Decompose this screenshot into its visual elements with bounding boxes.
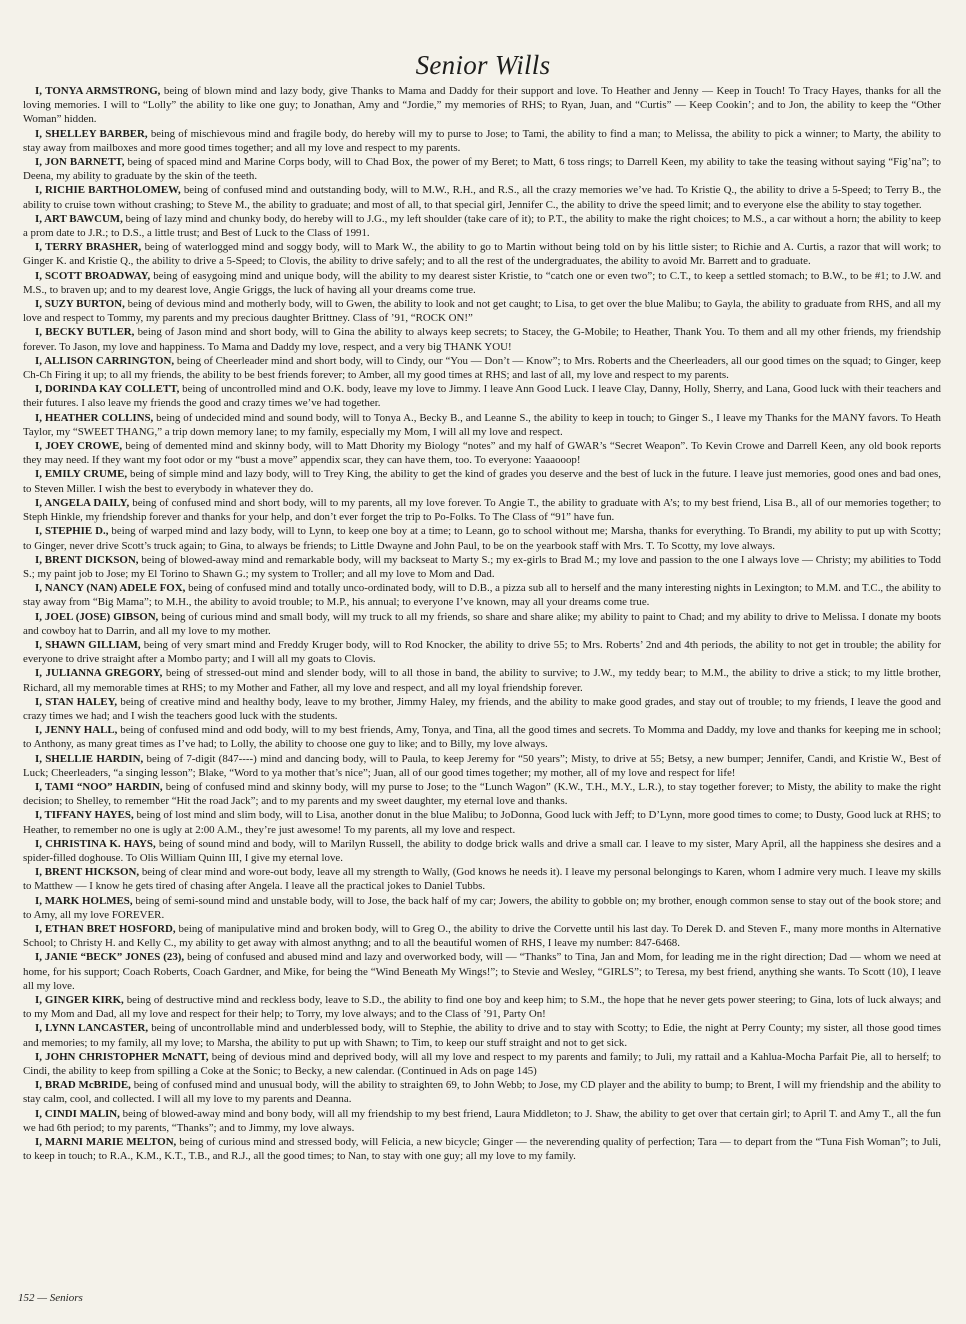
will-author-name: I, BECKY BUTLER, xyxy=(35,326,135,339)
will-author-name: I, BRAD McBRIDE, xyxy=(35,1079,131,1092)
will-author-name: I, JULIANNA GREGORY, xyxy=(35,667,163,680)
will-author-name: I, STAN HALEY, xyxy=(35,695,118,708)
will-author-name: I, EMILY CRUME, xyxy=(35,468,128,481)
will-author-name: I, CINDI MALIN, xyxy=(35,1107,120,1120)
will-text: being of Cheerleader mind and short body, will to Cindy, our “You — Don’t — Know”; to Mrs. Roberts and the Cheerleaders, all our good times on the squad; to Ginger, keep Ch-Ch Firing it up; to all my friends, the ability to be best friends forever; to Amber, all my good times at RHS; and last of all, my love and respect to my parents. xyxy=(23,354,941,382)
will-text: being of curious mind and small body, will my truck to all my friends, so share and share alike; my ability to paint to Chad; and my ability to drive to Melissa. I donate my boots and cowboy hat to Darrin, and all my love to my mother. xyxy=(23,610,941,637)
will-entry xyxy=(23,922,941,950)
will-entry xyxy=(23,695,941,723)
will-text: being of confused mind and short body, will to my parents, all my love forever. To Angie T., the ability to graduate with A’s; to my best friend, Lisa B., all of our memories together; to Steph Hinkle, my friendship forever and thanks for your help, and don’t ever forget the trip to Po-Folks. To The Class of “91” have fun. xyxy=(23,496,941,524)
will-entry xyxy=(23,411,941,439)
will-entry xyxy=(23,127,941,155)
will-entry xyxy=(23,354,941,382)
will-entry xyxy=(23,1107,941,1135)
will-text: being of spaced mind and Marine Corps body, will to Chad Box, the power of my Beret; to Matt, 6 toss rings; to Darrell Keen, my ability to take the teasing without saying “Fig’na”; to Deena, my ability to graduate by the skin of the teeth. xyxy=(23,156,941,183)
will-author-name: I, TERRY BRASHER, xyxy=(35,241,142,254)
will-author-name: I, BRENT DICKSON, xyxy=(35,553,139,566)
will-entry xyxy=(23,1078,941,1106)
will-entry xyxy=(23,780,941,808)
will-text: being of blowed-away mind and bony body, will all my friendship to my best friend, Laura Middleton; to J. Shaw, the ability to get over that certain girl; to April T. and Amy T., all the fun we had 6th period; to my parents, “Thanks”; and to Jimmy, my love always. xyxy=(23,1107,942,1134)
will-entry xyxy=(23,581,941,609)
will-text: being of blown mind and lazy body, give Thanks to Mama and Daddy for their support and love. To Heather and Jenny — Keep in Touch! To Tracy Hayes, thanks for all the loving memories. I will to “Lolly” the ability to like one guy; to Jonathan, Amy and “Jordie,” my memories of RHS; to Ryan, Juan, and “Curtis” — Keep Cookin’; and to Jon, the ability to keep the “Other Woman” hidden. xyxy=(23,85,942,126)
will-author-name: I, JOEY CROWE, xyxy=(35,440,123,453)
will-text: being of confused mind and unusual body, will the ability to straighten 69, to John Webb; to Jose, my CD player and the ability to bump; to Brent, I will my friendship and the ability to stay calm, cool, and collected. I will all my love to my parents and Deanna. xyxy=(23,1079,941,1106)
will-entry xyxy=(23,1050,941,1078)
will-text: being of confused and abused mind and lazy and overworked body, will — “Thanks” to Tina, Jan and Mom, for leading me in the right direction; Dad — whom we need at home, for his support; Coach Roberts, Coach Gardner, and Mike, for being the “Wind Beneath My Wings!”; to Stevie and Wesley, “GIRLS”; to Teresa, my best friend, anything she wants. To Scott (10), I leave all my love. xyxy=(23,951,941,992)
will-text: being of uncontrollable mind and underblessed body, will to Stephie, the ability to drive and to stay with Scotty; to Edie, the night at Perry County; my sister, all those good times and memories; to my family, all my love; to Marsha, the ability to put up with Shawn; to Tim, to keep our stuff straight and not to get sick. xyxy=(23,1022,941,1049)
senior-wills-list xyxy=(23,84,941,1163)
will-text: being of lost mind and slim body, will to Lisa, another donut in the blue Malibu; to JoDonna, Good luck with Jeff; to D’Lynn, more good times to come; to Dusty, Good luck at RHS; to Heather, to remember no one is ugly at 2:00 A.M., they’re just awesome! To my parents, all my love and respect. xyxy=(23,809,941,836)
will-author-name: I, SHAWN GILLIAM, xyxy=(35,638,141,651)
will-text: being of confused mind and totally unco-ordinated body, will to D.B., a pizza sub all to herself and the many interesting nights in Lexington; to M.M. and T.C., the ability to stay away from “Big Mama”; to M.H., the ability to avoid trouble; to M.P., his annual; to everyone I’ve known, may all your dreams come true. xyxy=(23,582,941,609)
will-author-name: I, ALLISON CARRINGTON, xyxy=(35,354,175,367)
will-entry xyxy=(23,638,941,666)
will-text: being of 7-digit (847----) mind and dancing body, will to Paula, to keep Jeremy for “50 years”; Misty, to drive at 55; Betsy, a new bumper; Jennifer, Candi, and Kristie W., Best of Luck; Cheerleaders, “a singing lesson”; Blake, “Word to ya mother that’s nice”; Juan, all of our good times together; my mother, all of my love and respect for life! xyxy=(23,752,942,779)
will-author-name: I, JANIE “BECK” JONES (23), xyxy=(35,951,185,964)
will-author-name: I, GINGER KIRK, xyxy=(35,994,124,1006)
will-text: being of mischievous mind and fragile body, do hereby will my to purse to Jose; to Tami, the ability to find a man; to Melissa, the ability to pick a winner; to Marty, the ability to stay away from mailboxes and more good times together; and all my love and respect to my parents. xyxy=(23,127,941,154)
will-entry xyxy=(23,993,941,1021)
will-text: being of semi-sound mind and unstable body, will to Jose, the back half of my car; Jowers, the ability to gobble on; my brother, enough common sense to stay out of the book store; and to Amy, all my love FOREVER. xyxy=(23,894,941,921)
will-text: being of devious mind and deprived body, will all my love and respect to my parents and family; to Juli, my rattail and a Kahlua-Mocha Parfait Pie, all to herself; to Cindi, the ability to keep from spilling a Coke at the Sonic; to Becky, a new calendar. (Continued in Ads on page 145) xyxy=(23,1050,941,1078)
will-text: being of waterlogged mind and soggy body, will to Mark W., the ability to go to Martin without being told on by his little sister; to Richie and A. Curtis, a razor that will work; to Ginger K. and Kristie Q., the ability to drive a 5-Speed; to Clovis, the ability to drive safely; and to all the rest of the undergraduates, the ability to avoid Mr. Barrett and to graduate. xyxy=(23,241,941,268)
will-entry xyxy=(23,467,941,495)
will-entry xyxy=(23,837,941,865)
will-author-name: I, STEPHIE D., xyxy=(35,525,109,538)
will-entry xyxy=(23,297,941,325)
will-author-name: I, JOHN CHRISTOPHER McNATT, xyxy=(35,1050,209,1063)
will-text: being of stressed-out mind and slender body, will to all those in band, the ability to survive; to J.W., my teddy bear; to M.M., the ability to drive a stick; to my little brother, Richard, all my memorable times at RHS; to my Mother and Father, all my love and respect, and all my loyal friendship forever. xyxy=(23,667,942,694)
page-title: Senior Wills xyxy=(415,50,551,81)
will-entry xyxy=(23,183,941,211)
will-author-name: I, JON BARNETT, xyxy=(35,156,125,169)
will-text: being of confused mind and outstanding body, will to M.W., R.H., and R.S., all the crazy memories we’ve had. To Kristie Q., the ability to drive a 5-Speed; to Terry B., the ability to cruise town without crashing; to Steve M., the ability to graduate; and most of all, to that special girl, Jennifer C., the ability to drive the speed limit; and to everyone else the ability to stay together. xyxy=(23,184,941,211)
will-entry xyxy=(23,382,941,410)
will-text: being of destructive mind and reckless body, leave to S.D., the ability to find one boy and keep him; to S.M., the hope that he never gets power steering; to Gina, lots of luck always; and to my Mom and Dad, all my love and respect for their help; to Torry, my love always; and to the Class of ’91, Party On! xyxy=(23,994,941,1021)
will-entry xyxy=(23,212,941,240)
page-footer: 152 — Seniors xyxy=(18,1292,83,1304)
will-text: being of warped mind and lazy body, will to Lynn, to keep one boy at a time; to Leann, go to school without me; Marsha, thanks for everything. To Brandi, my ability to put up with Scotty; to Ginger, never drive Scott’s truck again; to Gina, to always be friends; to Little Dwayne and John Paul, to be on the yearbook staff with Mrs. T. To Scotty, my love always. xyxy=(23,525,941,552)
will-text: being of curious mind and stressed body, will Felicia, a new bicycle; Ginger — the neverending quality of perfection; Tara — to depart from the “Tuna Fish Woman”; to Juli, to keep in touch; to R.A., K.M., K.T., T.B., and R.J., all the good times; to Nan, to stay with one guy; all my love to my family. xyxy=(23,1136,942,1163)
will-author-name: I, RICHIE BARTHOLOMEW, xyxy=(35,184,181,197)
will-text: being of demented mind and skinny body, will to Matt Dhority my Biology “notes” and my half of GWAR’s “Secret Weapon”. To Kevin Crowe and Darrell Keen, any old book reports they may need. If they want my foot odor or my “bust a move” appendix scar, they can have them, too. To everyone: Yaaaooop! xyxy=(23,440,941,467)
will-text: being of confused mind and skinny body, will my purse to Jose; to the “Lunch Wagon” (K.W., T.H., M.Y., L.R.), to stay together forever; to Misty, the ability to make the right decision; to Shelley, to remember “Hit the road Jack”; and to my parents and my sweet daughter, my eternal love and thanks. xyxy=(23,780,941,808)
will-author-name: I, SCOTT BROADWAY, xyxy=(35,269,151,282)
will-author-name: I, MARK HOLMES, xyxy=(35,894,133,907)
will-text: being of sound mind and body, will to Marilyn Russell, the ability to dodge brick walls and drive a small car. I leave to my sister, Mary April, all the happiness she desires and a spider-filled doghouse. To Olis William Quinn III, I give my eternal love. xyxy=(23,837,941,864)
will-entry xyxy=(23,155,941,183)
will-entry xyxy=(23,894,941,922)
will-text: being of uncontrolled mind and O.K. body, leave my love to Jimmy. I leave Ann Good Luck. I leave Clay, Danny, Holly, Sherry, and Lana, Good luck with their teachers and their futures. I also leave my friends the good and crazy times we’ve had together. xyxy=(23,383,941,410)
will-author-name: I, SUZY BURTON, xyxy=(35,298,125,311)
will-author-name: I, DORINDA KAY COLLETT, xyxy=(35,383,180,396)
will-text: being of clear mind and wore-out body, leave all my strength to Wally, (God knows he needs it). I leave my personal belongings to Karen, whom I admire very much. I leave my skills to Matthew — I know he gets tired of chasing after Angela. I leave all the practical jokes to Daniel Tubbs. xyxy=(23,866,941,893)
will-author-name: I, JOEL (JOSE) GIBSON, xyxy=(35,610,159,623)
will-entry xyxy=(23,752,941,780)
will-text: being of easygoing mind and unique body, will the ability to my dearest sister Kristie, to “catch one or even two”; to C.T., to keep a settled stomach; to B.W., to be #1; to J.W. and M.S., to braven up; and to my dearest love, Angie Griggs, the luck of having all your dreams come true. xyxy=(23,269,941,296)
will-author-name: I, NANCY (NAN) ADELE FOX, xyxy=(35,582,186,595)
will-author-name: I, SHELLEY BARBER, xyxy=(35,127,148,140)
will-author-name: I, TIFFANY HAYES, xyxy=(35,809,134,822)
will-entry xyxy=(23,610,941,638)
will-entry xyxy=(23,553,941,581)
will-entry xyxy=(23,439,941,467)
will-text: being of confused mind and odd body, will to my best friends, Amy, Tonya, and Tina, all the good times and secrets. To Momma and Daddy, my love and thanks for keeping me in school; to Anthony, as many great times as I’ve had; to Lolly, the ability to choose one guy to like; and to Billy, my love always. xyxy=(23,724,941,751)
will-entry xyxy=(23,865,941,893)
will-author-name: I, LYNN LANCASTER, xyxy=(35,1022,149,1035)
will-author-name: I, TAMI “NOO” HARDIN, xyxy=(35,780,163,793)
will-text: being of blowed-away mind and remarkable body, will my backseat to Marty S.; my ex-girls to Brad M.; my love and passion to the one I always love — Christy; my abilities to Todd S.; my paint job to Jose; my El Torino to Shawn G.; my system to Troller; and all my love to Mom and Dad. xyxy=(23,553,941,580)
will-entry xyxy=(23,950,941,993)
will-author-name: I, ART BAWCUM, xyxy=(35,212,123,225)
will-entry xyxy=(23,496,941,524)
will-entry xyxy=(23,325,941,353)
will-entry xyxy=(23,240,941,268)
will-author-name: I, BRENT HICKSON, xyxy=(35,866,140,879)
will-text: being of manipulative mind and broken body, will to Greg O., the ability to drive the Corvette until his last day. To Derek D. and Steven F., many more months in Alternative School; to Christy H. and Kelly C., my ability to get away with almost anythng; and to all the beautiful women of RHS, I leave my number: 847-6468. xyxy=(23,922,941,950)
will-author-name: I, JENNY HALL, xyxy=(35,724,118,737)
will-text: being of Jason mind and short body, will to Gina the ability to always keep secrets; to Stacey, the G-Mobile; to Heather, Thank You. To them and all my other friends, my friendship forever. To Jason, my love and happiness. To Mama and Daddy my love, respect, and a very big THANK YOU! xyxy=(23,326,941,353)
will-entry xyxy=(23,84,941,127)
will-text: being of very smart mind and Freddy Kruger body, will to Rod Knocker, the ability to drive 55; to Mrs. Roberts’ 2nd and 4th periods, the ability to not get in trouble; the ability for everyone to drive straight after a Mombo party; and I will all my goats to Clovis. xyxy=(23,638,941,666)
will-entry xyxy=(23,723,941,751)
will-author-name: I, SHELLIE HARDIN, xyxy=(35,752,144,765)
will-author-name: I, ETHAN BRET HOSFORD, xyxy=(35,922,176,935)
will-author-name: I, MARNI MARIE MELTON, xyxy=(35,1136,177,1149)
will-entry xyxy=(23,269,941,297)
will-entry xyxy=(23,1021,941,1049)
will-entry xyxy=(23,524,941,552)
will-entry xyxy=(23,808,941,836)
will-author-name: I, ANGELA DAILY, xyxy=(35,496,130,509)
will-text: being of devious mind and motherly body, will to Gwen, the ability to look and not get caught; to Lisa, to get over the blue Malibu; to Gayla, the ability to graduate from RHS, and all my love and respect to Tommy, my parents and my precious daughter Brittney. Class of ’91, “ROCK ON!” xyxy=(23,298,941,325)
will-author-name: I, HEATHER COLLINS, xyxy=(35,411,154,424)
will-author-name: I, TONYA ARMSTRONG, xyxy=(35,85,161,97)
will-author-name: I, CHRISTINA K. HAYS, xyxy=(35,837,156,850)
will-text: being of simple mind and lazy body, will to Trey King, the ability to get the kind of grades you deserve and the best of luck in the future. I leave just memories, good ones and bad ones, to Steven Miller. I wish the best to everybody in whatever they do. xyxy=(23,468,941,495)
will-entry xyxy=(23,1135,941,1163)
will-text: being of creative mind and healthy body, leave to my brother, Jimmy Haley, my friends, and the ability to make good grades, and stay out of trouble; to my friends, I leave the good and crazy times we had; and I wish the teachers good luck with the students. xyxy=(23,695,941,722)
will-text: being of undecided mind and sound body, will to Tonya A., Becky B., and Leanne S., the ability to keep in touch; to Ginger S., I leave my Thanks for the MANY favors. To Heath Taylor, my “SWEET THANG,” a trip down memory lane; to my family, especially my Mom, I will all my love and respect. xyxy=(23,411,942,438)
will-text: being of lazy mind and chunky body, do hereby will to J.G., my left shoulder (take care of it); to P.T., the ability to make the right choices; to M.S., a car without a horn; the ability to keep a prom date to J.R.; to D.S., a little trust; and Best of Luck to the Class of 1991. xyxy=(23,212,941,240)
will-entry xyxy=(23,666,941,694)
